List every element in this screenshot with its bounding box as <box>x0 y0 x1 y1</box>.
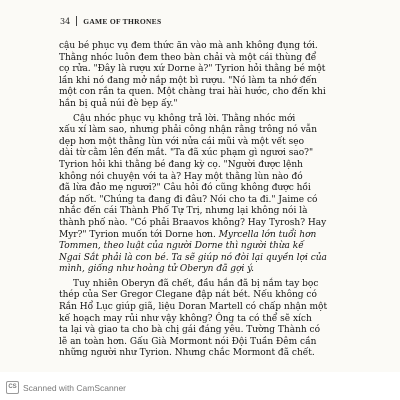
text-line: đáp nốt. "Chúng ta đang đi đâu? Nói cho ta đi." Jaime có <box>59 194 318 205</box>
text-line: ta lại và giao ta cho bà chị gái đáng yêu. Tường Thành có <box>59 325 320 336</box>
text-line: Tyrion hỏi khi thằng bé đang kỳ cọ. "Người được lệnh <box>59 159 303 170</box>
text-line: hắn bị quả núi đè bẹp ấy." <box>59 98 178 109</box>
text-line: lẽ an toàn hơn. Gấu Già Mormont nói Đội Tuần Đêm cần <box>59 336 317 347</box>
text-line: dẹp hơn một thằng lùn với nửa cái mũi và một vết sẹo <box>59 136 305 147</box>
text-line: cọ rửa. "Đây là rượu xứ Dorne à?" Tyrion hỏi thằng bé một <box>59 64 326 75</box>
text-line: thành phố nào. "Có phải Braavos không? Hay Tyrosh? Hay <box>59 217 327 228</box>
book-title-logo: GAME OF THRONES <box>83 16 162 26</box>
page-number: 34 <box>60 16 71 26</box>
text-line: xấu xí làm sao, nhưng phải công nhận rằng trông nó vẫn <box>59 125 318 136</box>
text-line: cậu bé phục vụ đem thức ăn vào mà anh không đụng tới. <box>59 41 318 51</box>
text-line: không nói chuyện với ta à? Hay một thằng lùn nào đó <box>59 171 303 182</box>
text-line: Ngai Sắt phải là con bé. Ta sẽ giúp nó đòi lại quyền lợi của <box>59 252 327 263</box>
text-line: Tommen, theo luật của người Dorne thì người thừa kế <box>59 241 304 252</box>
text-line: mình, giống như hoàng tử Oberyn đã gợi ý. <box>59 264 254 275</box>
scanner-watermark: Scanned with CamScanner <box>23 382 127 393</box>
page-header <box>60 16 161 26</box>
body-text <box>59 41 345 360</box>
text-line: lần khi nó đang mở nắp một bì rượu. "Nó làm ta nhớ đến <box>59 75 317 86</box>
text-line: Rắn Hổ Lục giúp giã, liệu Doran Martell có chấp nhận một <box>59 302 328 313</box>
header-divider <box>76 16 77 26</box>
text-line: Cậu nhóc phục vụ không trả lời. Thằng nhóc mới <box>73 113 296 124</box>
text-line: đã lừa đảo mẹ ngươi?" Câu hỏi đó cũng không được hồi <box>59 183 311 194</box>
text-line: dài từ cằm lên đến mắt. "Ta đã xúc phạm gì ngươi sao?" <box>59 148 314 159</box>
text-line: Thằng nhóc luôn đem theo bàn chải và một cái thùng để <box>59 52 317 63</box>
text-line: nhắc đến cái Thành Phố Tự Trị, nhưng lại không nói là <box>59 206 308 217</box>
camscanner-icon: CS <box>6 381 19 394</box>
text-line: những người như Tyrion. Nhưng chắc Mormont đã chết. <box>59 348 315 359</box>
text-line: một con rắn ta quen. Một chàng trai hài hước, cho đến khi <box>59 87 326 98</box>
text-line: Myr?" Tyrion muốn tới Dorne hơn. Myrcella lớn tuổi hơn <box>59 229 317 240</box>
text-line: thép của Ser Gregor Clegane đập nát bét. Nếu không có <box>59 290 317 301</box>
text-line: kế hoạch may rủi như vậy không? Ông ta có thể sẽ xích <box>59 313 312 324</box>
scanner-footer <box>0 372 400 400</box>
text-line: Tuy nhiên Oberyn đã chết, đầu hắn đã bị nắm tay bọc <box>73 278 319 289</box>
